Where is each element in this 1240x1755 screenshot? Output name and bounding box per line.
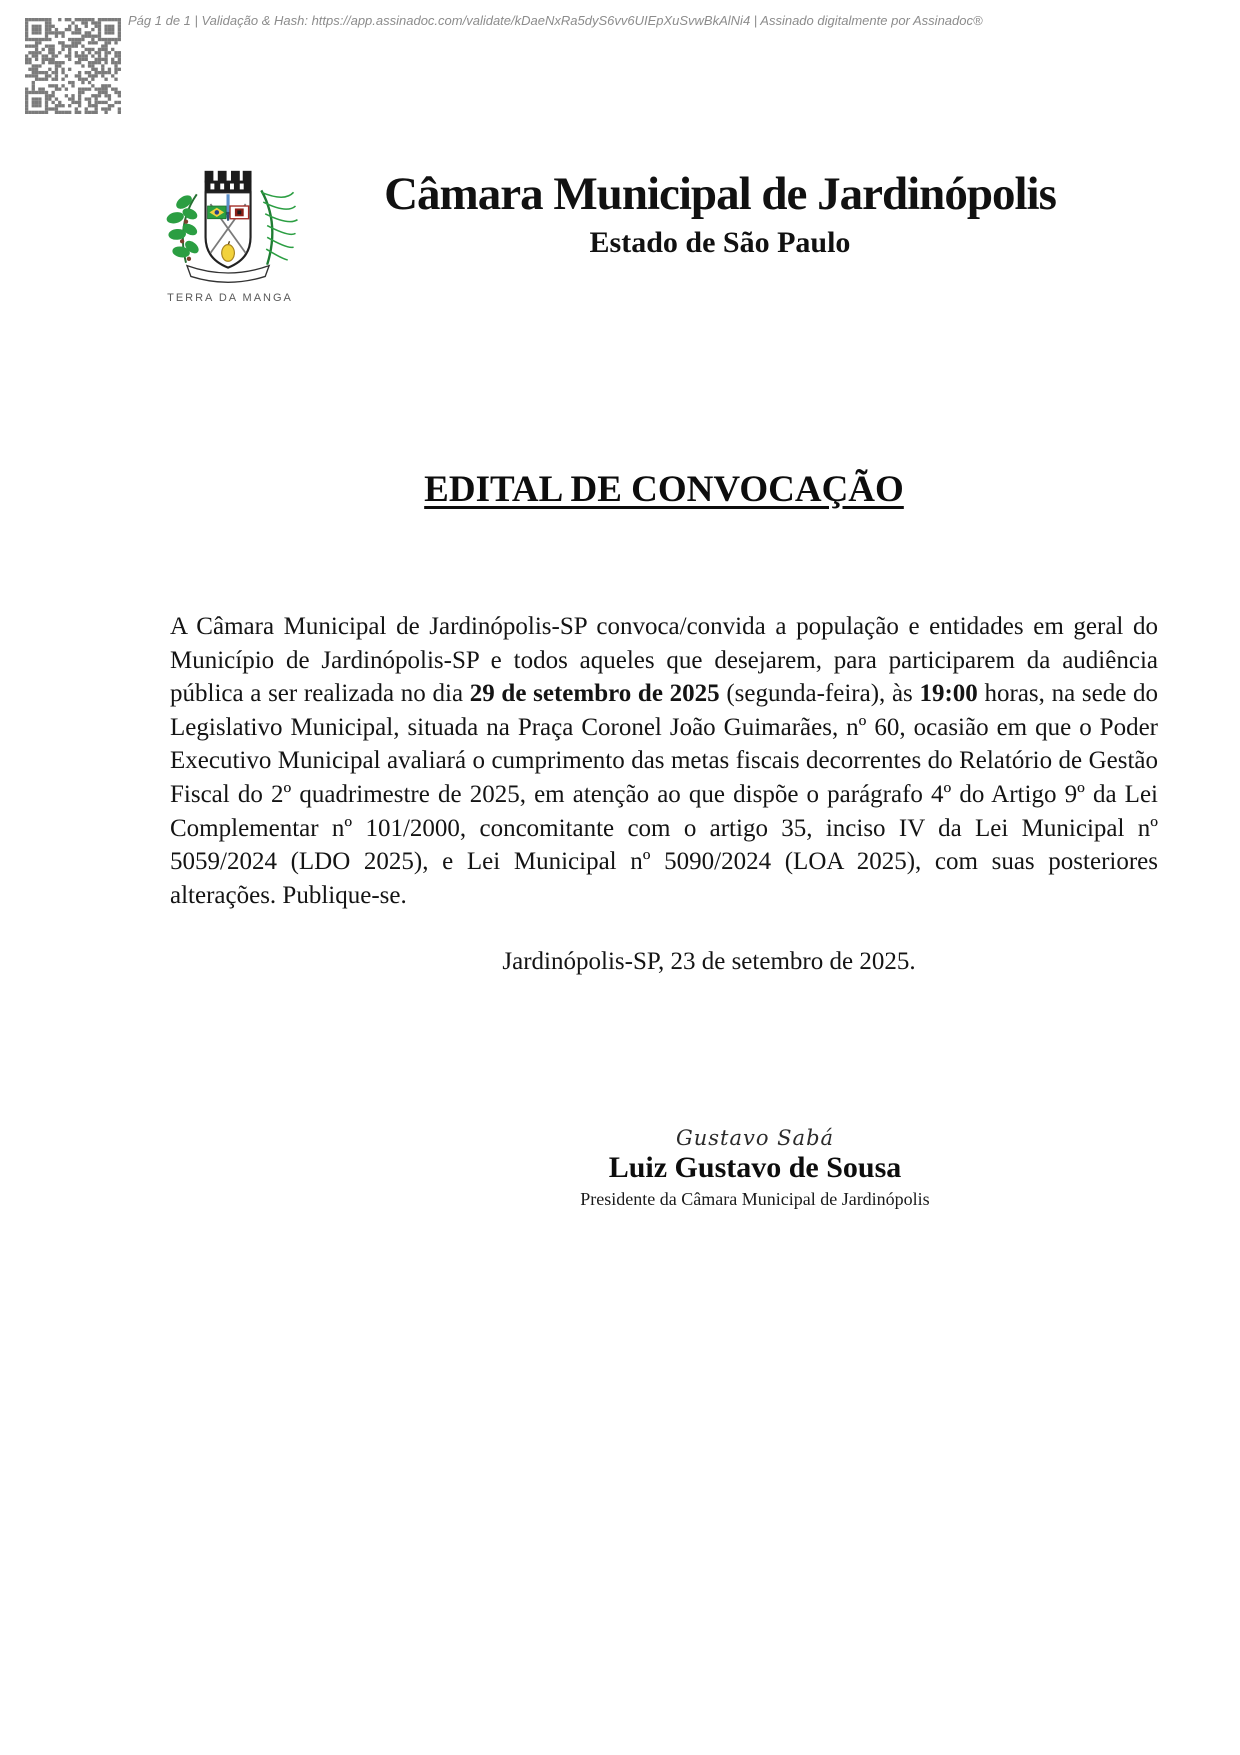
body-paragraph: A Câmara Municipal de Jardinópolis-SP convoca/convida a população e entidades em geral do Município de Jardinópolis-SP e todos aqueles que desejarem, para participarem da audiência pública a ser realizada no dia 29 de setembro de 2025 (segunda-feira), às 19:00 horas, na sede do Legislativo Municipal, situada na Praça Coronel João Guimarães, nº 60, ocasião em que o Poder Executivo Municipal avaliará o cumprimento das metas fiscais decorrentes do Relatório de Gestão Fiscal do 2º quadrimestre de 2025, em atenção ao que dispõe o parágrafo 4º do Artigo 9º da Lei Complementar nº 101/2000, concomitante com o artigo 35, inciso IV da Lei Municipal nº 5059/2024 (LDO 2025), e Lei Municipal nº 5090/2024 (LOA 2025), com suas posteriores alterações. Publique-se. [170,613,1159,909]
signatory-role: Presidente da Câmara Municipal de Jardinópolis [580,1188,930,1209]
city-crest [158,163,303,295]
signature-header-text: Pág 1 de 1 | Validação & Hash: https://app.assinadoc.com/validate/kDaeNxRa5dyS6vv6UIEpXuSvwBkAlNi4 | Assinado digitalmente por Assinadoc® [128,13,983,28]
city-flag-icon [230,206,249,219]
org-name: Câmara Municipal de Jardinópolis [384,168,1056,220]
document-title: EDITAL DE CONVOCAÇÃO [424,469,904,510]
mural-crown-icon [205,171,252,193]
signatory-name: Luiz Gustavo de Sousa [608,1151,902,1184]
letterhead [320,168,1120,259]
signature-block [255,1126,1240,1210]
org-state-line: Estado de São Paulo [589,225,851,259]
coffee-branch-icon [165,193,201,263]
palm-frond-icon [261,190,297,264]
brazil-flag-icon [208,206,227,219]
handwritten-signature: Gustavo Sabá [675,1126,835,1150]
date-line: Jardinópolis-SP, 23 de setembro de 2025. [502,948,916,975]
crest-motto: TERRA DA MANGA [167,292,293,304]
qr-code [25,18,121,114]
